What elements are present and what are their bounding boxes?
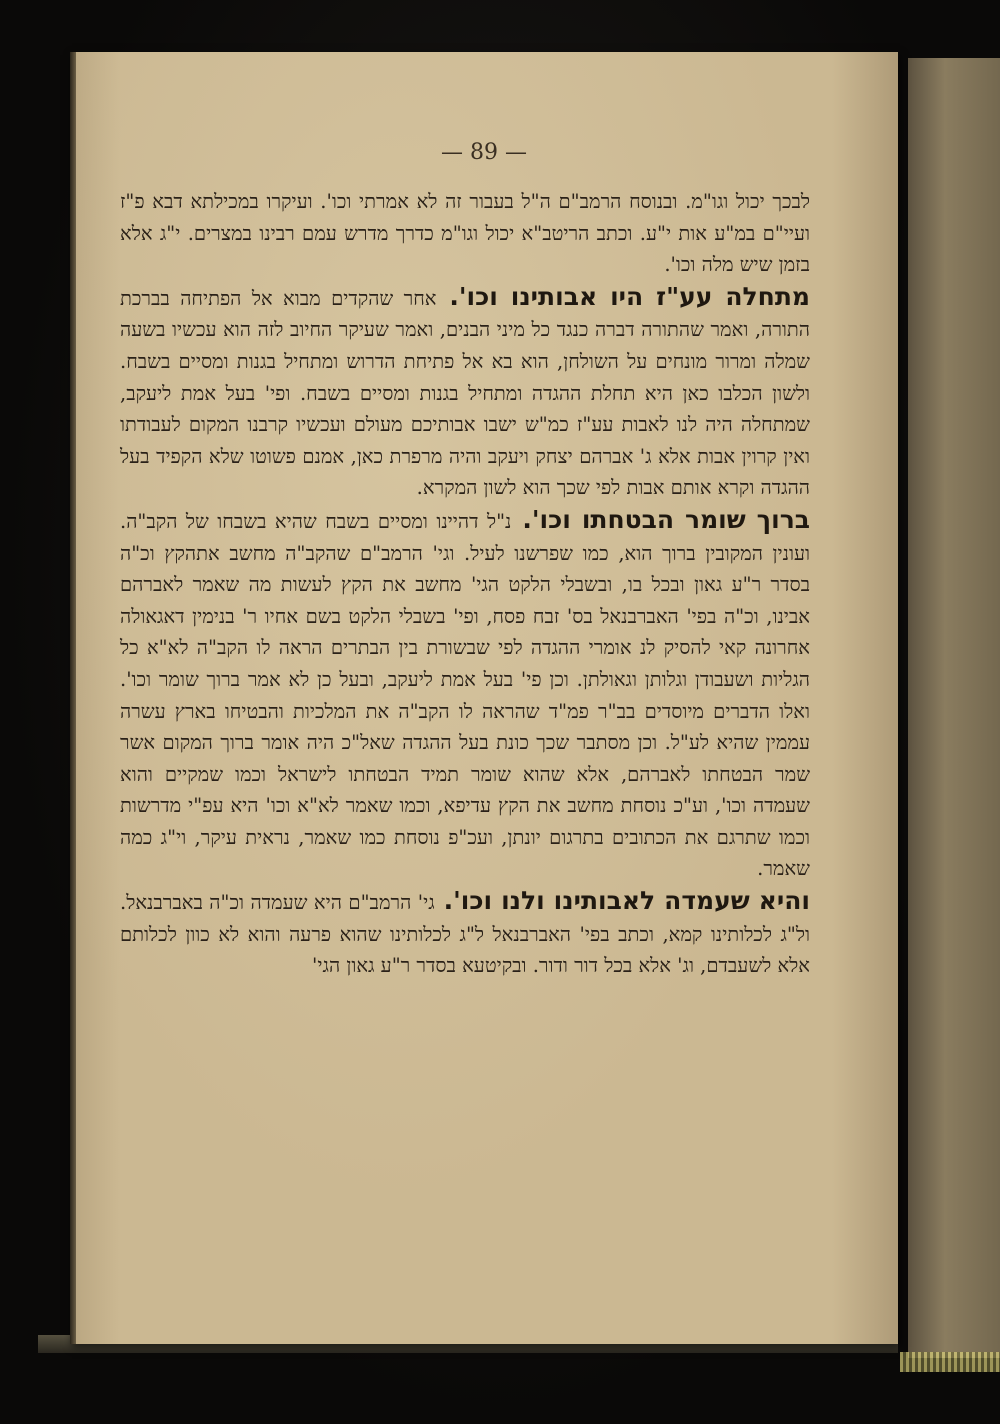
paragraph-4	[120, 885, 810, 982]
page-text	[120, 186, 810, 982]
adjacent-page	[908, 58, 1000, 1358]
page-gutter	[70, 52, 76, 1344]
paragraph-1	[120, 186, 810, 281]
paragraph-1-text: לבכך יכול וגו"מ. ובנוסח הרמב"ם ה"ל בעבור זה לא אמרתי וכו'. ועיקרו במכילתא דבא פ"ז ועיי"ם במ"ע אות י"ע. וכתב הריטב"א יכול וגו"מ כדרך מדרש עמם רבינו במצרים. י"ג אלא בזמן שיש מלה וכו'.	[120, 190, 810, 277]
paragraph-2-heading: מתחלה עע"ז היו אבותינו וכו'.	[436, 281, 810, 311]
page-number: — 89 —	[441, 140, 527, 165]
paragraph-4-text: גי' הרמב"ם היא שעמדה וכ"ה באברבנאל. ול"ג לכלותינו קמא, וכתב בפי' האברבנאל ל"ג לכלותינו שהוא פרעה והוא לא כוון לכלותם אלא לשעבדם, וג' אלא בכל דור ודור. ובקיטעא בסדר ר"ע גאון הגי'	[120, 891, 810, 978]
paragraph-3-text: נ"ל דהיינו ומסיים בשבח שהיא בשבחו של הקב"ה. ועונין המקובין ברוך הוא, כמו שפרשנו לעיל. וגי' הרמב"ם שהקב"ה מחשב אתהקץ וכ"ה בסדר ר"ע גאון ובכל בו, ובשבלי הלקט הגי' מחשב את הקץ לעשות מה שאמר לאברהם אבינו, וכ"ה בפי' האברבנאל בס' זבח פסח, ופי' בשבלי הלקט בשם אחיו ר' בנימין דאגאולה אחרונה קאי להסיק לנ אומרי ההגדה לפי שבשורת בין הבתרים הראה לו הקב"ה לא"א כל הגליות ושעבודן וגלותן וגאולתן. וכן פי' בעל אמת ליעקב, ובעל כן לא אמר ברוך שומר וכו'. ואלו הדברים מיוסדים בב"ר פמ"ד שהראה לו הקב"ה את המלכיות והבטיחו בארץ עשרה עממין שהיא לע"ל. וכן מסתבר שכך כונת בעל ההגדה שאל"כ היה אומר ברוך המקום אשר שמר הבטחתו לאברהם, אלא שהוא שומר תמיד הבטחתו לישראל וכמו שמקיים והוא שעמדה וכו', וע"כ נוסחת מחשב את הקץ עדיפא, וכמו שאמר לא"א וכו' היא עפ"י מדרשות וכמו שתרגם את הכתובים בתרגום יונתן, ועכ"פ נוסחת כמו שאמר, נראית עיקר, וי"ג כמה שאמר.	[120, 509, 810, 881]
paragraph-3	[120, 504, 810, 885]
paragraph-2-text: אחר שהקדים מבוא אל הפתיחה בברכת התורה, ואמר שהתורה דברה כנגד כל מיני הבנים, ואמר שעיקר החיוב לזה הוא עכשיו בשעה שמלה ומרור מונחים על השולחן, הוא בא אל פתיחת הדרוש ומתחיל בגנות ומסיים בשבח. ולשון הכלבו כאן היא תחלת ההגדה ומתחיל בגנות ומסיים בשבח. ופי' בעל אמת ליעקב, שמתחלה היה לנו לאבות עע"ז כמ"ש ישבו אבותיכם מעולם ועכשיו קרבנו המקום לעבודתו ואין קרוין אבות אלא ג' אברהם יצחק ויעקב והיה מרפרת כאן, אמנם פשוטו שלא הקפיד בעל ההגדה וקרא אותם אבות לפי שכך הוא לשון המקרא.	[120, 286, 810, 500]
paragraph-2	[120, 281, 810, 504]
adjacent-page-edge	[900, 1352, 1000, 1372]
paragraph-4-heading: והיא שעמדה לאבותינו ולנו וכו'.	[434, 886, 810, 916]
paragraph-3-heading: ברוך שומר הבטחתו וכו'.	[511, 504, 811, 534]
